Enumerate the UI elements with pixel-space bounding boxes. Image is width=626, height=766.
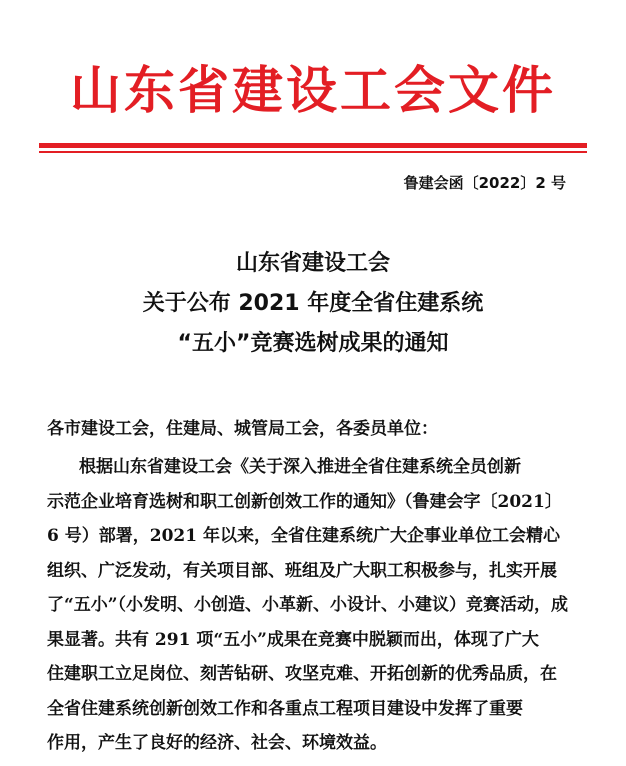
- body-line: 作用，产生了良好的经济、社会、环境效益。: [47, 733, 387, 753]
- title-line-2: 关于公布 2021 年度全省住建系统: [142, 291, 484, 316]
- masthead-title: 山东省建设工会文件: [69, 61, 556, 121]
- body-line: 示范企业培育选树和职工创新创效工作的通知》（鲁建会字〔2021〕: [47, 491, 562, 512]
- title-line-1: 山东省建设工会: [235, 251, 390, 276]
- body-line: 了“五小”（小发明、小创造、小革新、小设计、小建议）竞赛活动，成: [47, 595, 569, 615]
- masthead-rule-thin: [39, 151, 587, 153]
- document-number: 鲁建会函〔2022〕2 号: [403, 174, 566, 192]
- notice-title: [0, 244, 626, 364]
- body-paragraph: [47, 450, 595, 761]
- body-line: 组织、广泛发动，有关项目部、班组及广大职工积极参与，扎实开展: [47, 560, 557, 581]
- body-line: 果显著。共有 291 项“五小”成果在竞赛中脱颖而出，体现了广大: [47, 629, 539, 650]
- body-line: 住建职工立足岗位、刻苦钻研、攻坚克难、开拓创新的优秀品质，在: [47, 664, 557, 684]
- masthead-rule-thick: [39, 143, 587, 148]
- salutation: 各市建设工会，住建局、城管局工会，各委员单位：: [47, 419, 438, 439]
- title-line-3: “五小”竞赛选树成果的通知: [177, 331, 449, 356]
- body-line: 6 号）部署，2021 年以来，全省住建系统广大企事业单位工会精心: [47, 526, 560, 546]
- body-line: 根据山东省建设工会《关于深入推进全省住建系统全员创新: [79, 457, 521, 477]
- body-line: 全省住建系统创新创效工作和各重点工程项目建设中发挥了重要: [47, 698, 523, 719]
